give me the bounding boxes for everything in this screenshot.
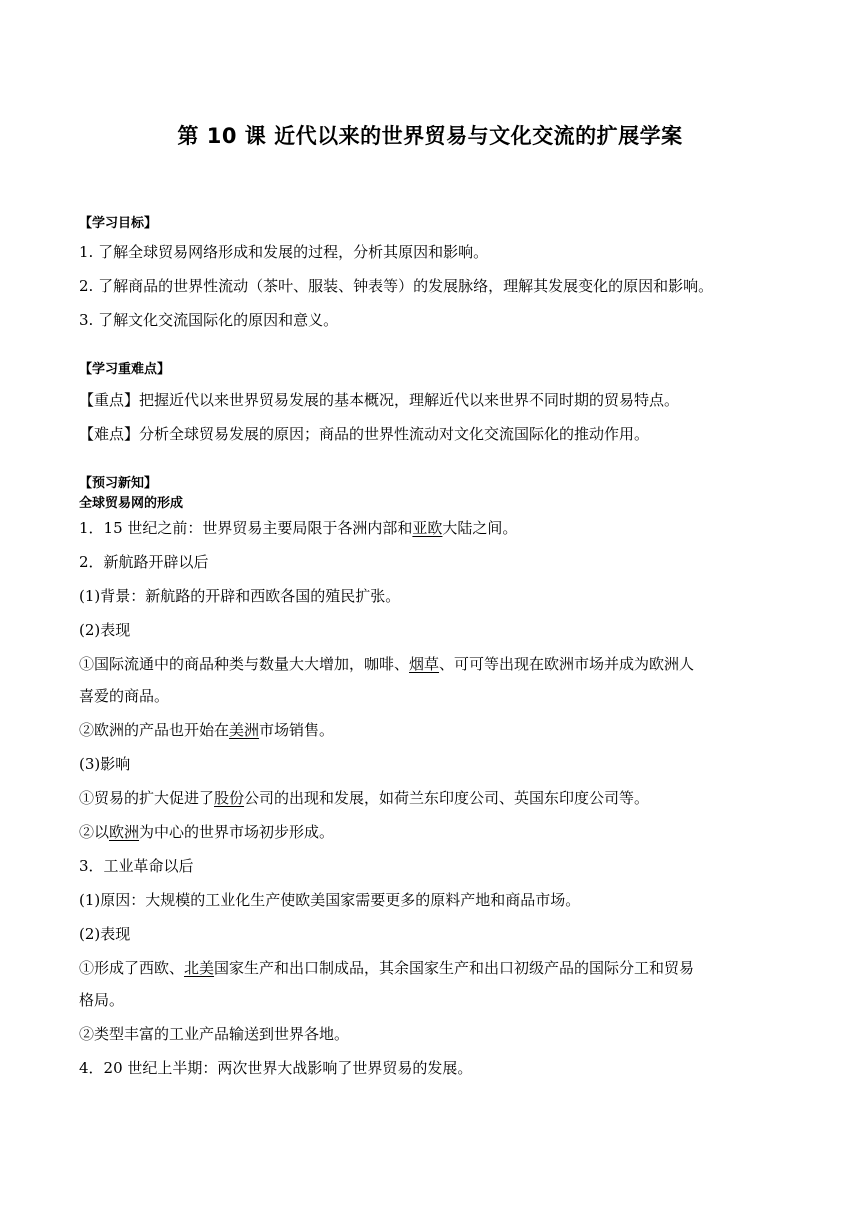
paragraph-line: (2)表现	[79, 925, 131, 943]
paragraph-line: ②欧洲的产品也开始在美洲市场销售。	[79, 721, 335, 739]
subsection-title: 全球贸易网的形成	[79, 496, 184, 511]
page-title: 第 10 课 近代以来的世界贸易与文化交流的扩展学案	[177, 124, 683, 148]
underlined-answer: 亚欧	[412, 519, 443, 537]
paragraph-line: ②类型丰富的工业产品输送到世界各地。	[79, 1025, 350, 1043]
goal-item: 2. 了解商品的世界性流动（茶叶、服装、钟表等）的发展脉络，理解其发展变化的原因和影响。	[79, 277, 714, 295]
paragraph-line: (1)原因：大规模的工业化生产使欧美国家需要更多的原料产地和商品市场。	[79, 891, 581, 909]
paragraph-line: 4．20 世纪上半期：两次世界大战影响了世界贸易的发展。	[79, 1059, 473, 1077]
paragraph-line: ①贸易的扩大促进了股份公司的出现和发展，如荷兰东印度公司、英国东印度公司等。	[79, 789, 650, 807]
paragraph-line: 2．新航路开辟以后	[79, 553, 209, 571]
paragraph-line: 3．工业革命以后	[79, 857, 194, 875]
goal-item: 3. 了解文化交流国际化的原因和意义。	[79, 311, 339, 329]
paragraph-line: (3)影响	[79, 755, 131, 773]
paragraph-line: (1)背景：新航路的开辟和西欧各国的殖民扩张。	[79, 587, 401, 605]
paragraph-line: 喜爱的商品。	[79, 687, 170, 705]
underlined-answer: 欧洲	[109, 823, 140, 841]
underlined-answer: 北美	[184, 959, 215, 977]
goal-item: 1. 了解全球贸易网络形成和发展的过程，分析其原因和影响。	[79, 243, 489, 261]
paragraph-line: ②以欧洲为中心的世界市场初步形成。	[79, 823, 335, 841]
section-header-goals: 【学习目标】	[79, 216, 158, 231]
section-header-keypoints: 【学习重难点】	[79, 362, 171, 377]
underlined-answer: 烟草	[409, 655, 440, 673]
paragraph-line: (2)表现	[79, 621, 131, 639]
paragraph-line: 1．15 世纪之前：世界贸易主要局限于各洲内部和亚欧大陆之间。	[79, 519, 518, 537]
underlined-answer: 美洲	[229, 721, 260, 739]
paragraph-line: ①形成了西欧、北美国家生产和出口制成品，其余国家生产和出口初级产品的国际分工和贸易	[79, 959, 695, 977]
difficult-point: 【难点】分析全球贸易发展的原因；商品的世界性流动对文化交流国际化的推动作用。	[79, 425, 650, 443]
paragraph-line: 格局。	[79, 991, 125, 1009]
paragraph-line: ①国际流通中的商品种类与数量大大增加，咖啡、烟草、可可等出现在欧洲市场并成为欧洲人	[79, 655, 695, 673]
underlined-answer: 股份	[214, 789, 245, 807]
key-point: 【重点】把握近代以来世界贸易发展的基本概况，理解近代以来世界不同时期的贸易特点。	[79, 391, 680, 409]
section-header-preview: 【预习新知】	[79, 476, 158, 491]
